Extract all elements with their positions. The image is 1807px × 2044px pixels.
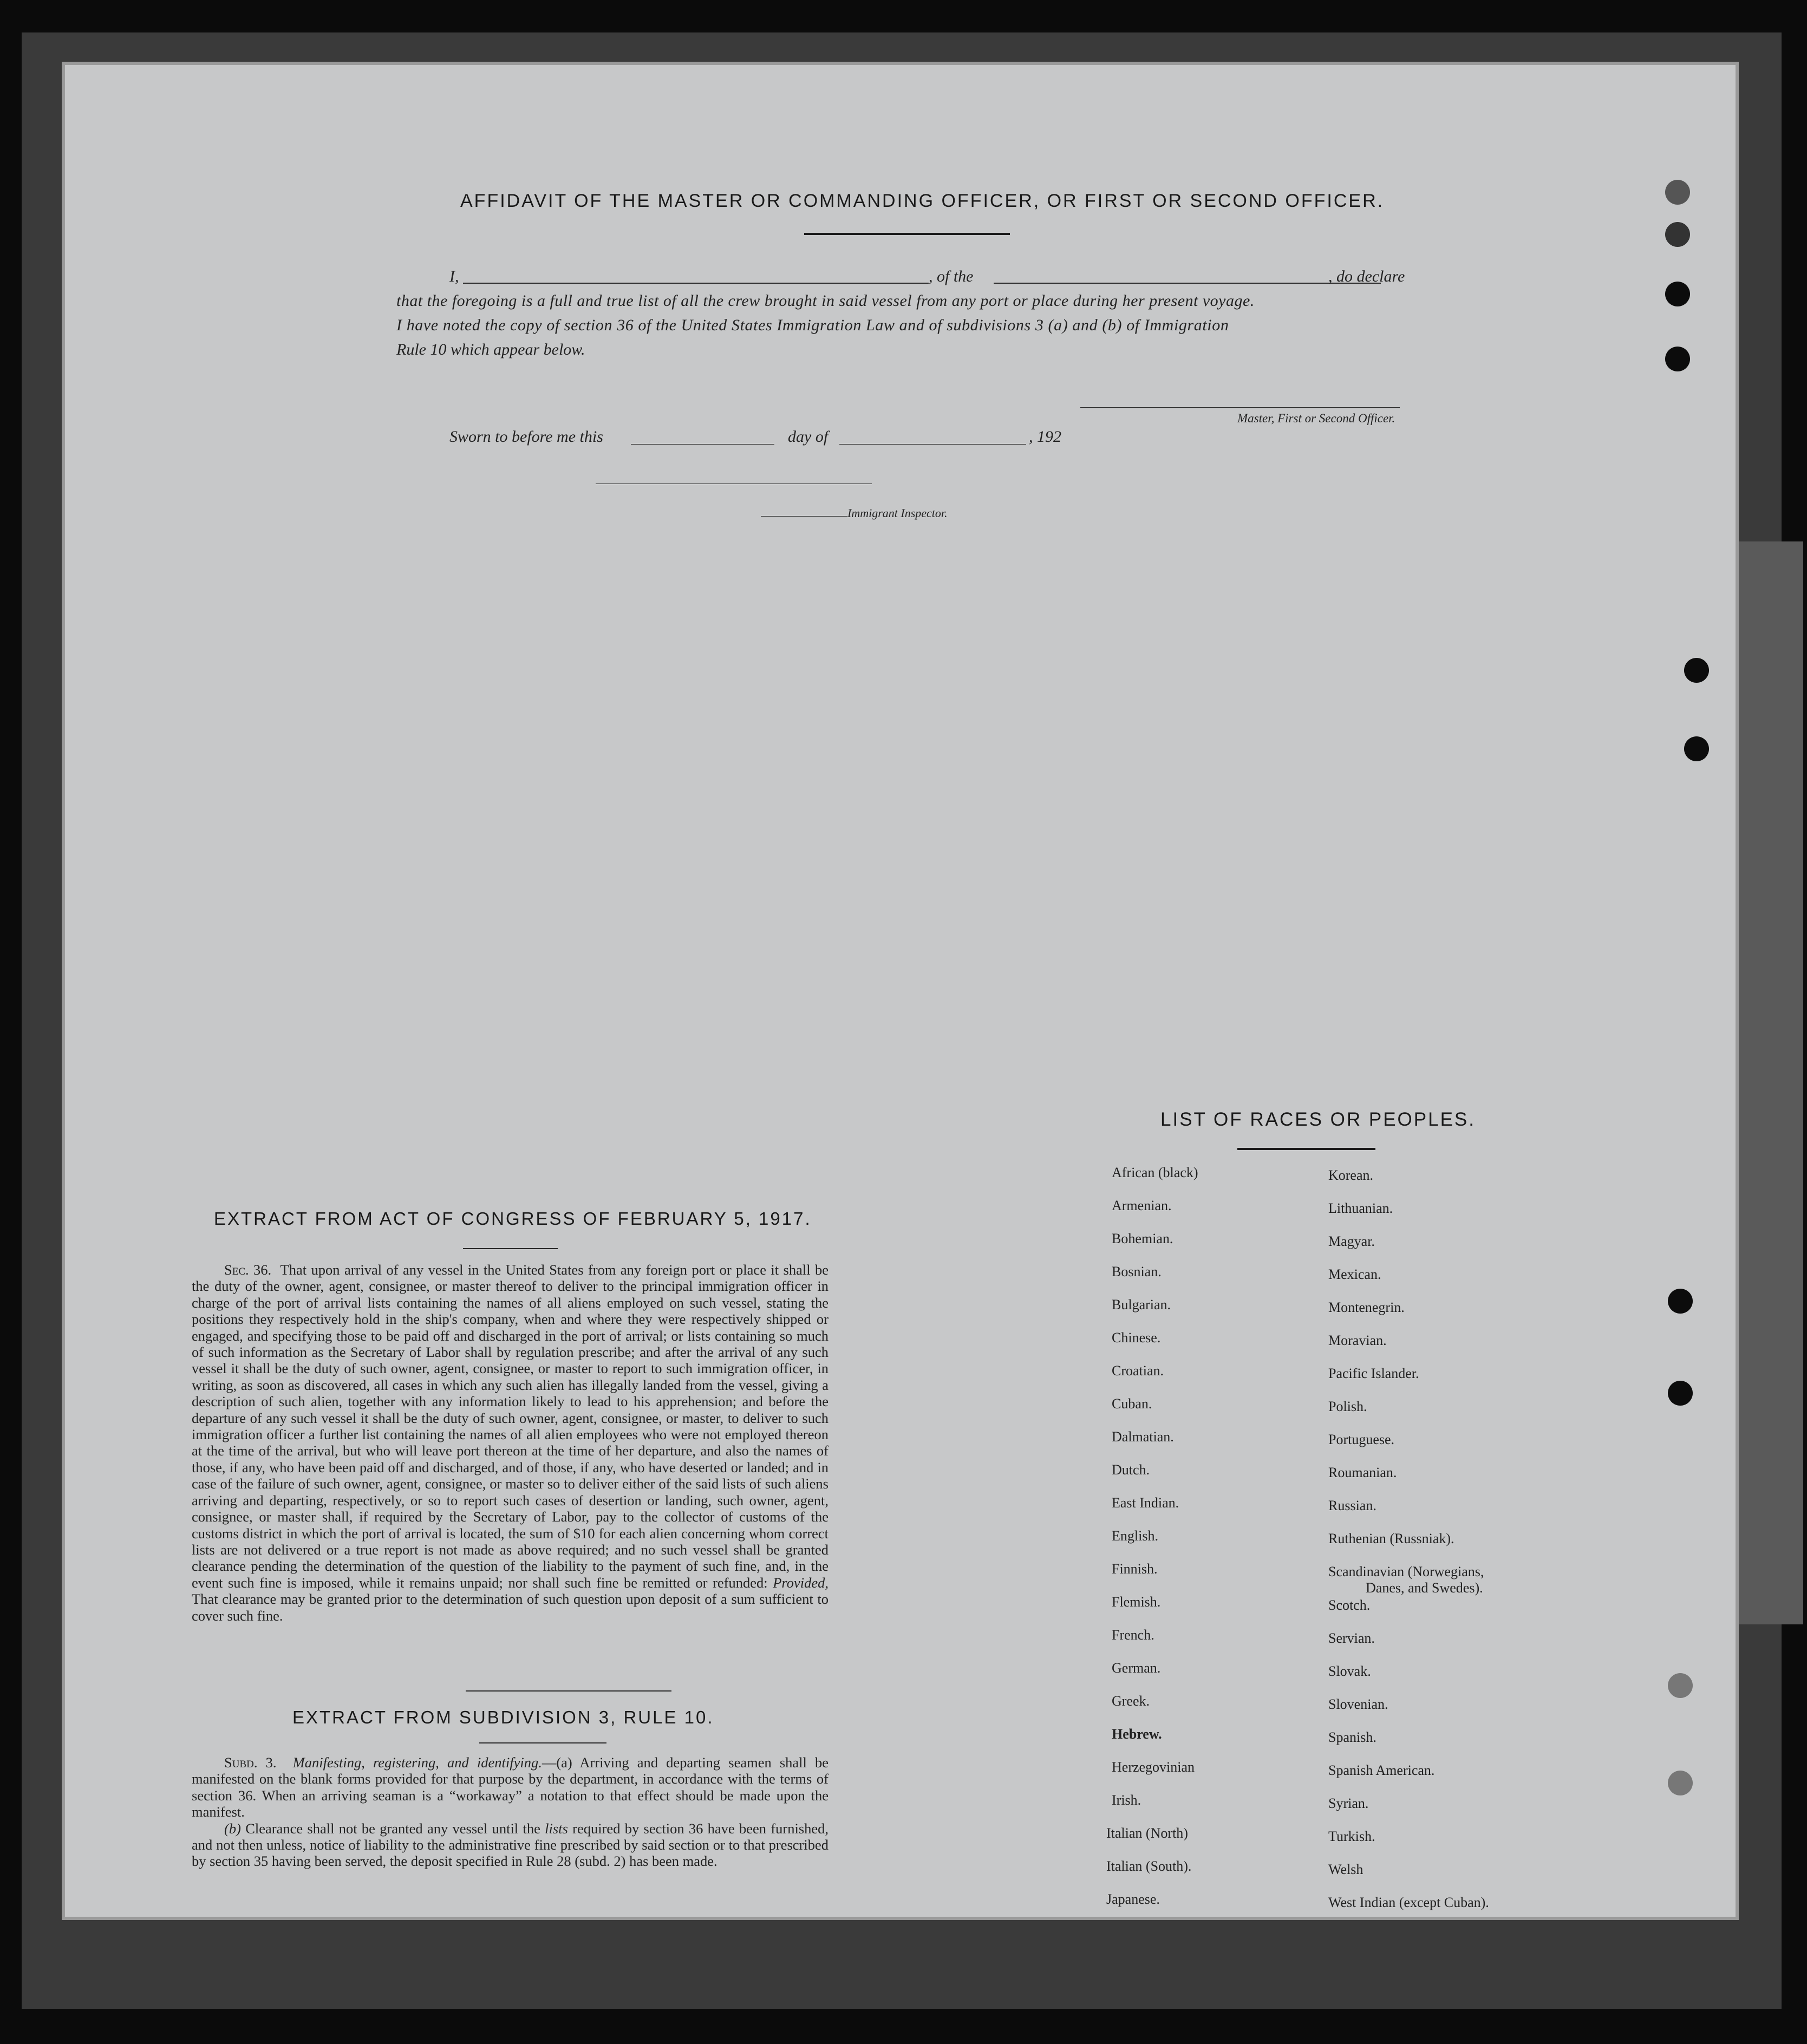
sworn-month-blank [839,444,1026,445]
sworn-year: , 192 [1029,428,1061,446]
races-title: LIST OF RACES OR PEOPLES. [1160,1109,1476,1130]
punch-hole [1668,1289,1693,1314]
sworn-day-of: day of [788,428,829,446]
para-a: Arriving and departing seamen shall be manifested on the blank forms provided for that purpose by the department, in accordance with the terms of section 36. When an arriving seaman is a “workaway” a notation to that effect should be made upon the manifest. [192,1754,829,1820]
rule-extract-rule [479,1742,606,1743]
affidavit-line-2: that the foregoing is a full and true list of all the crew brought in said vessel from any port or place during her present voyage. [396,292,1255,310]
punch-hole [1665,180,1690,205]
para-b-2: required by section 36 have been furnished, and not then unless, notice of liability to the administrative fine prescribed by said section or to that prescribed by section 35 having been served, the deposit specified in Rule 28 (subd. 2) has been made. [192,1820,829,1870]
race-item: Hebrew. [1112,1726,1162,1742]
race-item: Mexican. [1328,1266,1381,1282]
race-item: Turkish. [1328,1829,1375,1844]
affidavit-title: AFFIDAVIT OF THE MASTER OR COMMANDING OFFICER, OR FIRST OR SECOND OFFICER. [460,191,1385,211]
punch-hole [1665,282,1690,306]
race-item: Greek. [1112,1693,1150,1709]
race-item: East Indian. [1112,1495,1179,1511]
race-item: Pacific Islander. [1328,1366,1419,1381]
race-item: Moravian. [1328,1333,1387,1348]
act-extract-title: EXTRACT FROM ACT OF CONGRESS OF FEBRUARY 5, 1917. [214,1209,812,1229]
inspector-label: Immigrant Inspector. [847,506,948,520]
name-blank-line [463,283,929,284]
punch-hole [1668,1381,1693,1406]
rule-extract-title: EXTRACT FROM SUBDIVISION 3, RULE 10. [292,1707,714,1727]
punch-hole [1668,1771,1693,1795]
race-item: Herzegovinian [1112,1759,1195,1775]
punch-hole [1665,347,1690,371]
act-extract-text [192,1262,829,1624]
race-item: Russian. [1328,1498,1377,1513]
subd-label: Subd. 3. [224,1754,277,1771]
para-b-lists: lists [545,1820,568,1837]
affidavit-of-the: , of the [929,267,974,285]
inspector-short-line [761,516,847,517]
provided-word: Provided, [773,1574,829,1591]
race-item: Montenegrin. [1328,1299,1405,1315]
race-item: Slovenian. [1328,1696,1388,1712]
race-item: Magyar. [1328,1233,1375,1249]
punch-hole [1665,222,1690,247]
section-body: That upon arrival of any vessel in the United States from any foreign port or place it shall be the duty of the owner, agent, consignee, or master thereof to deliver to the principal immigration officer in charge of the port of arrival lists containing the names of all aliens employed on such vessel, stating the positions they respectively hold in the ship's company, when and where they were respectively shipped or engaged, and specifying those to be paid off and discharged in the port of arrival; or lists containing so much of such information as the Secretary of Labor shall by regulation prescribe; and after the arrival of any such vessel it shall be the duty of such owner, agent, consignee, or master to report to such immigration officer, in writing, as soon as discovered, all cases in which any such alien has illegally landed from the vessel, giving a description of such alien, together with any information likely to lead to his apprehension; and before the departure of any such vessel it shall be the duty of such owner, agent, consignee, or master, to deliver to such immigration officer a further list containing the names of all alien employees who were not employed thereon at the time of the arrival, but who will leave port thereon at the time of her departure, and also the names of those, if any, who have been paid off and discharged, and of those, if any, who have deserted or landed; and in case of the failure of such owner, agent, consignee, or master so to deliver either of the said lists of such aliens arriving and departing, respectively, or so to report such cases of desertion or landing, such owner, agent, consignee, or master shall, if required by the Secretary of Labor, pay to the collector of customs of the customs district in which the port of arrival is located, the sum of $10 for each alien concerning whom correct lists are not delivered or a true report is not made as above required; and no such vessel shall be granted clearance pending the determination of the question of the liability to the payment of such fine, and, in the event such fine is imposed, while it remains unpaid; nor shall such fine be remitted or refunded: [192,1262,829,1591]
race-item: Bohemian. [1112,1231,1173,1246]
sworn-prefix: Sworn to before me this [449,428,603,446]
rule-extract-text [192,1754,829,1870]
race-item: Danes, and Swedes). [1366,1580,1483,1596]
race-item: Cuban. [1112,1396,1152,1412]
section-body-end: That clearance may be granted prior to the determination of such question upon deposit of a sum sufficient to cover such fine. [192,1591,829,1624]
punch-hole [1684,658,1709,683]
race-item: Dalmatian. [1112,1429,1174,1445]
section-label: Sec. 36. [224,1262,272,1278]
sworn-day-blank [631,444,774,445]
punch-hole [1668,1673,1693,1698]
race-item: Syrian. [1328,1795,1369,1811]
master-signature-label: Master, First or Second Officer. [1237,412,1395,425]
affidavit-line-4: Rule 10 which appear below. [396,341,585,358]
race-item: Ruthenian (Russniak). [1328,1531,1454,1546]
race-item: Croatian. [1112,1363,1164,1379]
document-page [65,65,1736,1917]
race-item: Korean. [1328,1167,1374,1183]
race-item: Italian (South). [1106,1858,1192,1874]
race-item: Welsh [1328,1862,1364,1877]
race-item: Bosnian. [1112,1264,1162,1279]
para-b-1: Clearance shall not be granted any vessel until the [245,1820,540,1837]
subd-heading: Manifesting, registering, and identifying. [292,1754,542,1771]
race-item: Scandinavian (Norwegians, [1328,1564,1484,1579]
race-item: English. [1112,1528,1158,1544]
race-item: Irish. [1112,1792,1141,1808]
race-item: French. [1112,1627,1154,1643]
race-item: Chinese. [1112,1330,1161,1346]
race-item: Servian. [1328,1630,1375,1646]
para-a-marker: —(a) [542,1754,572,1771]
race-item: Slovak. [1328,1663,1371,1679]
race-item: Italian (North) [1106,1825,1188,1841]
affidavit-line-3: I have noted the copy of section 36 of the United States Immigration Law and of subdivisions 3 (a) and (b) of Immigration [396,316,1229,334]
race-item: West Indian (except Cuban). [1328,1895,1489,1910]
race-item: Polish. [1328,1399,1367,1414]
affidavit-title-rule [804,233,1010,235]
race-item: Flemish. [1112,1594,1161,1610]
race-item: Japanese. [1106,1891,1160,1907]
race-item: Armenian. [1112,1198,1172,1213]
master-signature-line [1080,407,1400,408]
affidavit-i: I, [449,267,459,285]
race-item: Bulgarian. [1112,1297,1171,1312]
race-item: Spanish. [1328,1729,1377,1745]
race-item: Portuguese. [1328,1432,1395,1447]
race-item: Scotch. [1328,1597,1371,1613]
race-item: Roumanian. [1328,1465,1397,1480]
race-item: German. [1112,1660,1161,1676]
race-item: Dutch. [1112,1462,1150,1478]
race-item: Spanish American. [1328,1762,1435,1778]
para-b-marker: (b) [224,1820,241,1837]
vessel-blank-line [994,283,1381,284]
race-item: African (black) [1112,1165,1198,1180]
act-extract-rule [463,1248,558,1249]
races-title-rule [1237,1148,1375,1150]
race-item: Lithuanian. [1328,1200,1393,1216]
affidavit-do-declare: , do declare [1328,267,1405,285]
punch-hole [1684,736,1709,761]
act-extract-end-rule [466,1690,671,1692]
race-item: Finnish. [1112,1561,1158,1577]
